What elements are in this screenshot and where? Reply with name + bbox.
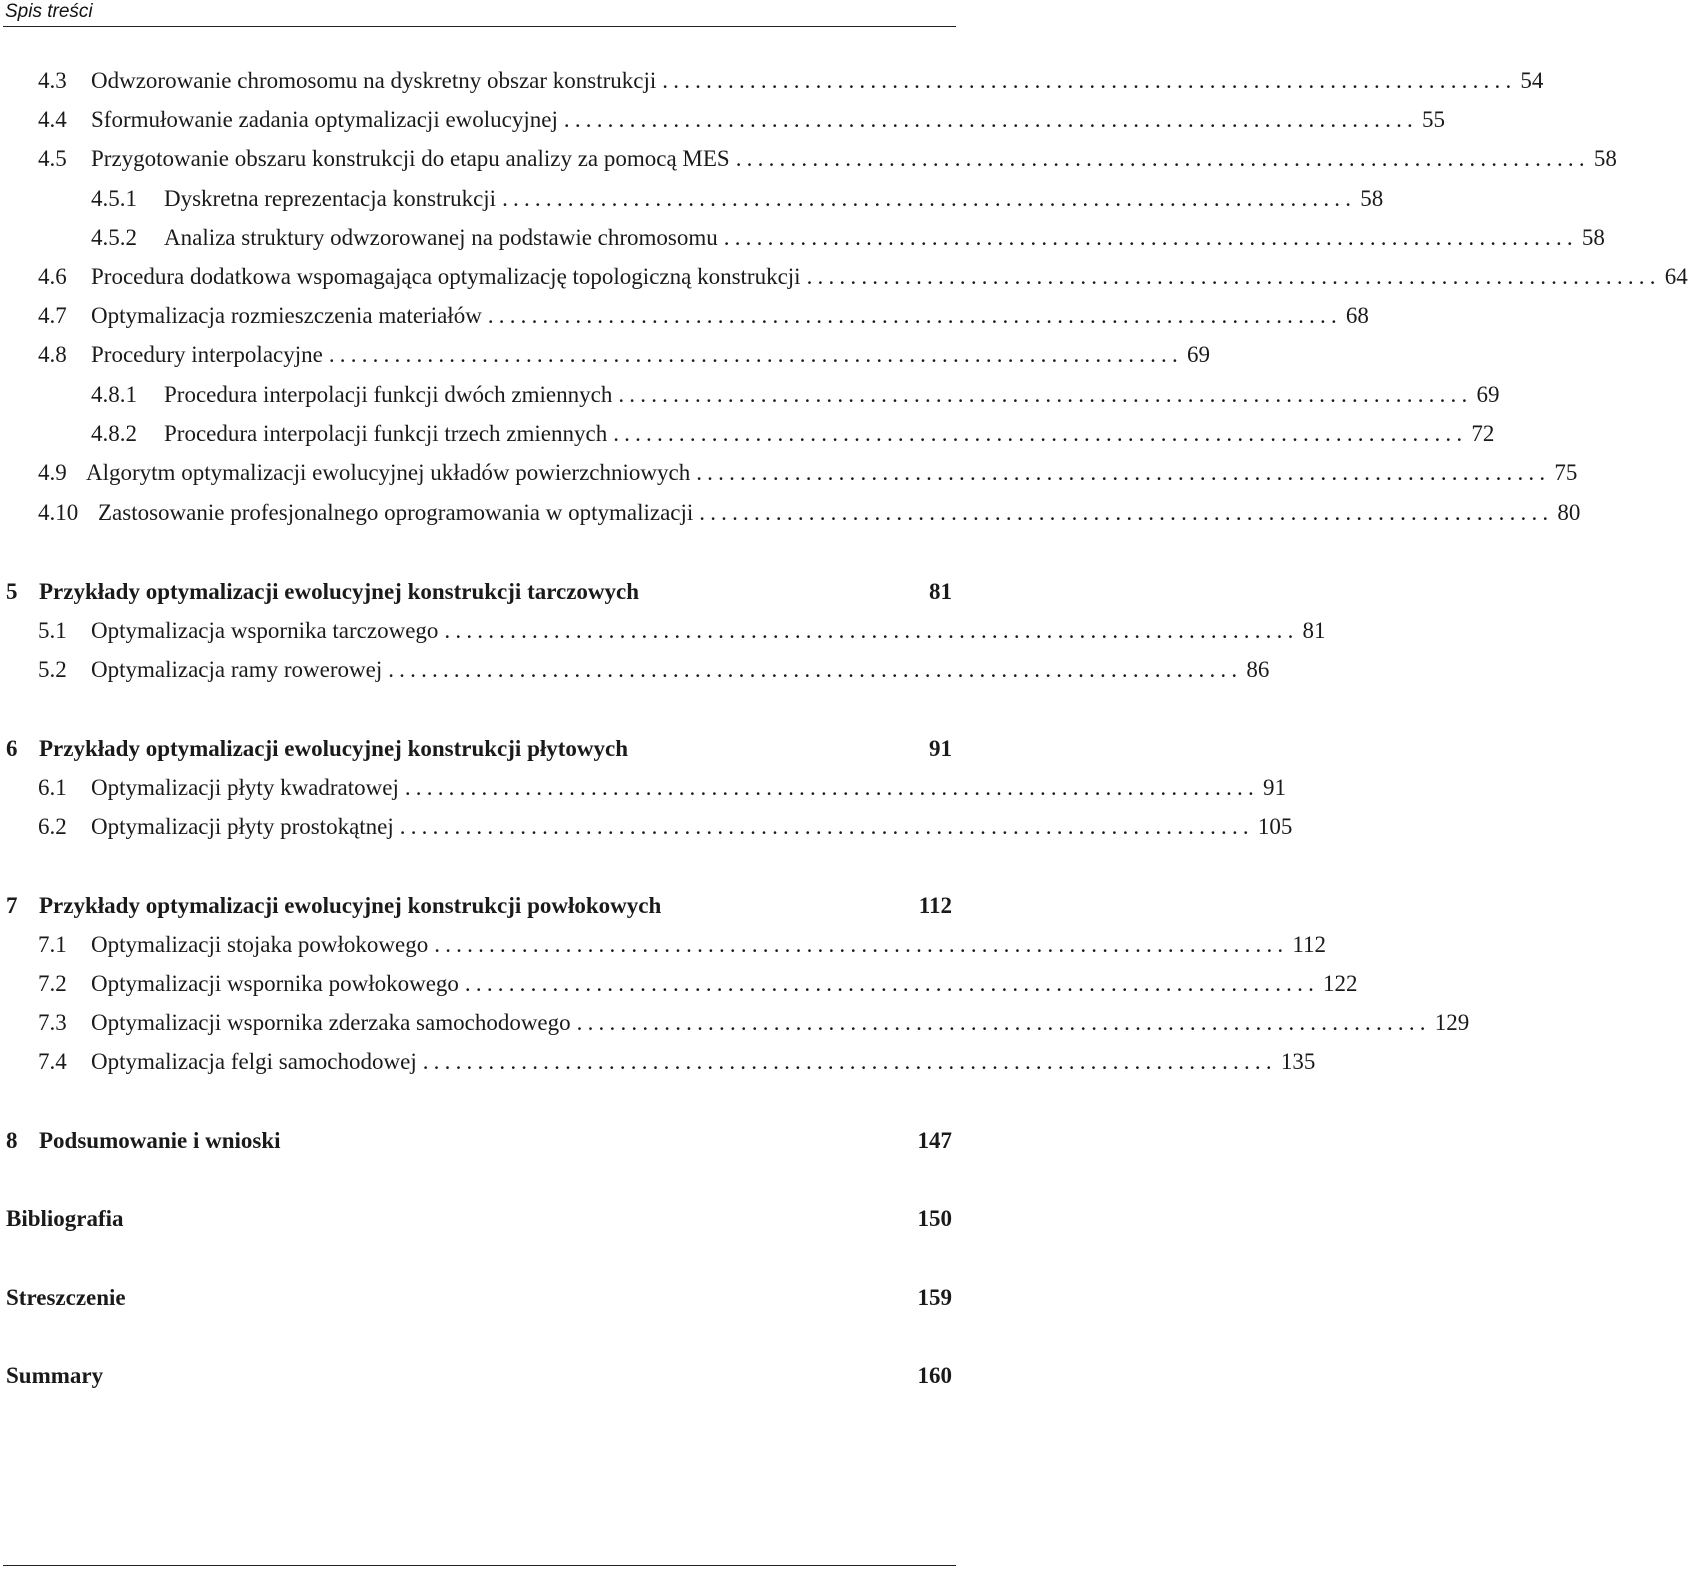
toc-entry-4-10 <box>38 497 1581 529</box>
toc-page: 75 <box>1554 460 1578 485</box>
dot-leader: .............................................................................. <box>487 303 1342 328</box>
toc-entry-4-5-1 <box>91 183 1384 215</box>
toc-title: Przygotowanie obszaru konstrukcji do etapu analizy za pomocą MES <box>91 146 730 171</box>
toc-title: Przykłady optymalizacji ewolucyjnej konstrukcji powłokowych <box>39 893 662 918</box>
toc-page: 159 <box>917 1285 952 1310</box>
running-header: Spis treści <box>5 1 93 22</box>
toc-number: 6 <box>6 736 18 761</box>
dot-leader: .............................................................................. <box>613 421 1468 446</box>
toc-page: 91 <box>1262 775 1286 800</box>
toc-page: 91 <box>929 736 952 761</box>
toc-page: 80 <box>1557 500 1581 525</box>
toc-page: 54 <box>1520 68 1544 93</box>
toc-entry-7-3 <box>38 1007 1470 1039</box>
toc-page: 64 <box>1664 264 1688 289</box>
toc-number: 4.8.2 <box>91 421 137 446</box>
toc-entry-5-2 <box>38 654 1270 686</box>
toc-page: 129 <box>1434 1010 1470 1035</box>
toc-entry-7-4 <box>38 1046 1316 1078</box>
dot-leader: .............................................................................. <box>328 342 1183 367</box>
dot-leader: .............................................................................. <box>464 971 1320 996</box>
toc-page: 81 <box>929 579 952 604</box>
toc-number: 4.4 <box>38 107 67 132</box>
toc-page: 69 <box>1476 382 1500 407</box>
toc-title: Summary <box>6 1363 104 1388</box>
dot-leader: .............................................................................. <box>662 68 1517 93</box>
footer-rule <box>3 1565 956 1566</box>
toc-entry-5-1 <box>38 615 1326 647</box>
toc-number: 6.1 <box>38 775 67 800</box>
toc-page: 81 <box>1302 618 1326 643</box>
toc-page: 58 <box>1360 186 1384 211</box>
toc-title: Bibliografia <box>6 1206 124 1231</box>
toc-page: 68 <box>1345 303 1369 328</box>
toc-page: 112 <box>1292 932 1327 957</box>
toc-number: 5 <box>6 579 18 604</box>
toc-number: 4.5 <box>38 146 67 171</box>
toc-summary <box>6 1360 952 1392</box>
toc-title: Optymalizacji wspornika zderzaka samochodowego <box>91 1010 571 1035</box>
header-rule <box>3 26 956 27</box>
toc-entry-4-3 <box>38 65 1544 97</box>
toc-entry-4-6 <box>38 261 1688 293</box>
toc-number: 8 <box>6 1128 18 1153</box>
toc-page: 147 <box>917 1128 952 1153</box>
toc-number: 4.8 <box>38 342 67 367</box>
toc-chapter-8 <box>6 1125 952 1157</box>
toc-title: Streszczenie <box>6 1285 126 1310</box>
dot-leader: .............................................................................. <box>404 775 1259 800</box>
toc-chapter-6 <box>6 733 952 765</box>
toc-number: 6.2 <box>38 814 67 839</box>
toc-title: Dyskretna reprezentacja konstrukcji <box>164 186 497 211</box>
toc-page: 58 <box>1593 146 1617 171</box>
toc-entry-7-2 <box>38 968 1358 1000</box>
toc-title: Sformułowanie zadania optymalizacji ewolucyjnej <box>91 107 558 132</box>
dot-leader: .............................................................................. <box>699 500 1554 525</box>
toc-title: Przykłady optymalizacji ewolucyjnej konstrukcji tarczowych <box>39 579 640 604</box>
toc-title: Optymalizacji wspornika powłokowego <box>91 971 459 996</box>
toc-number: 7.4 <box>38 1049 67 1074</box>
toc-number: 5.2 <box>38 657 67 682</box>
toc-page: 55 <box>1421 107 1445 132</box>
toc-page: 150 <box>917 1206 952 1231</box>
toc-page: 105 <box>1257 814 1293 839</box>
toc-title: Algorytm optymalizacji ewolucyjnej układów powierzchniowych <box>86 460 691 485</box>
toc-number: 4.3 <box>38 68 67 93</box>
toc-number: 7 <box>6 893 18 918</box>
toc-page: 58 <box>1581 225 1605 250</box>
dot-leader: .............................................................................. <box>399 814 1254 839</box>
toc-chapter-7 <box>6 890 952 922</box>
toc-entry-4-7 <box>38 300 1369 332</box>
toc-title: Optymalizacji płyty kwadratowej <box>91 775 399 800</box>
toc-number: 7.1 <box>38 932 67 957</box>
toc-chapter-5 <box>6 576 952 608</box>
dot-leader: .............................................................................. <box>806 264 1661 289</box>
toc-entry-4-8-2 <box>91 418 1495 450</box>
toc-page: 86 <box>1246 657 1270 682</box>
toc-number: 4.5.2 <box>91 225 137 250</box>
dot-leader: .............................................................................. <box>444 618 1299 643</box>
toc-title: Procedura interpolacji funkcji trzech zmiennych <box>164 421 608 446</box>
toc-entry-7-1 <box>38 929 1327 961</box>
toc-title: Optymalizacja felgi samochodowej <box>91 1049 417 1074</box>
toc-entry-6-1 <box>38 772 1286 804</box>
toc-entry-4-4 <box>38 104 1445 136</box>
toc-number: 4.10 <box>38 500 79 525</box>
toc-entry-6-2 <box>38 811 1293 843</box>
dot-leader: .............................................................................. <box>735 146 1590 171</box>
dot-leader: .............................................................................. <box>388 657 1243 682</box>
toc-title: Procedury interpolacyjne <box>91 342 323 367</box>
dot-leader: .............................................................................. <box>723 225 1578 250</box>
toc-title: Optymalizacji stojaka powłokowego <box>91 932 429 957</box>
toc-entry-4-9 <box>38 457 1578 489</box>
toc-number: 4.7 <box>38 303 67 328</box>
toc-title: Podsumowanie i wnioski <box>39 1128 281 1153</box>
dot-leader: .............................................................................. <box>563 107 1418 132</box>
toc-title: Optymalizacji płyty prostokątnej <box>91 814 394 839</box>
toc-title: Optymalizacja rozmieszczenia materiałów <box>91 303 482 328</box>
toc-title: Zastosowanie profesjonalnego oprogramowania w optymalizacji <box>98 500 694 525</box>
toc-number: 4.6 <box>38 264 67 289</box>
toc-number: 7.3 <box>38 1010 67 1035</box>
dot-leader: .............................................................................. <box>434 932 1289 957</box>
toc-title: Odwzorowanie chromosomu na dyskretny obszar konstrukcji <box>91 68 657 93</box>
dot-leader: .............................................................................. <box>502 186 1357 211</box>
toc-page: 69 <box>1186 342 1210 367</box>
toc-page: 135 <box>1280 1049 1316 1074</box>
dot-leader: .............................................................................. <box>422 1049 1277 1074</box>
toc-bibliography <box>6 1203 952 1235</box>
toc-title: Przykłady optymalizacji ewolucyjnej konstrukcji płytowych <box>39 736 629 761</box>
dot-leader: .............................................................................. <box>696 460 1551 485</box>
toc-number: 4.8.1 <box>91 382 137 407</box>
toc-title: Analiza struktury odwzorowanej na podstawie chromosomu <box>164 225 718 250</box>
toc-entry-4-5-2 <box>91 222 1605 254</box>
toc-page: 122 <box>1323 971 1358 996</box>
toc-title: Procedura dodatkowa wspomagająca optymalizację topologiczną konstrukcji <box>91 264 801 289</box>
toc-entry-4-8-1 <box>91 379 1500 411</box>
dot-leader: .............................................................................. <box>576 1010 1431 1035</box>
dot-leader: .............................................................................. <box>618 382 1473 407</box>
toc-title: Optymalizacja ramy rowerowej <box>91 657 383 682</box>
toc-page: 160 <box>917 1363 952 1388</box>
toc-number: 4.5.1 <box>91 186 137 211</box>
toc-number: 7.2 <box>38 971 67 996</box>
toc-number: 5.1 <box>38 618 67 643</box>
toc-page: 112 <box>918 893 952 918</box>
toc-entry-4-8 <box>38 339 1210 371</box>
toc-title: Procedura interpolacji funkcji dwóch zmiennych <box>164 382 613 407</box>
toc-number: 4.9 <box>38 460 67 485</box>
toc-page: 72 <box>1471 421 1495 446</box>
toc-streszczenie <box>6 1282 952 1314</box>
toc-entry-4-5 <box>38 143 1617 175</box>
toc-title: Optymalizacja wspornika tarczowego <box>91 618 439 643</box>
